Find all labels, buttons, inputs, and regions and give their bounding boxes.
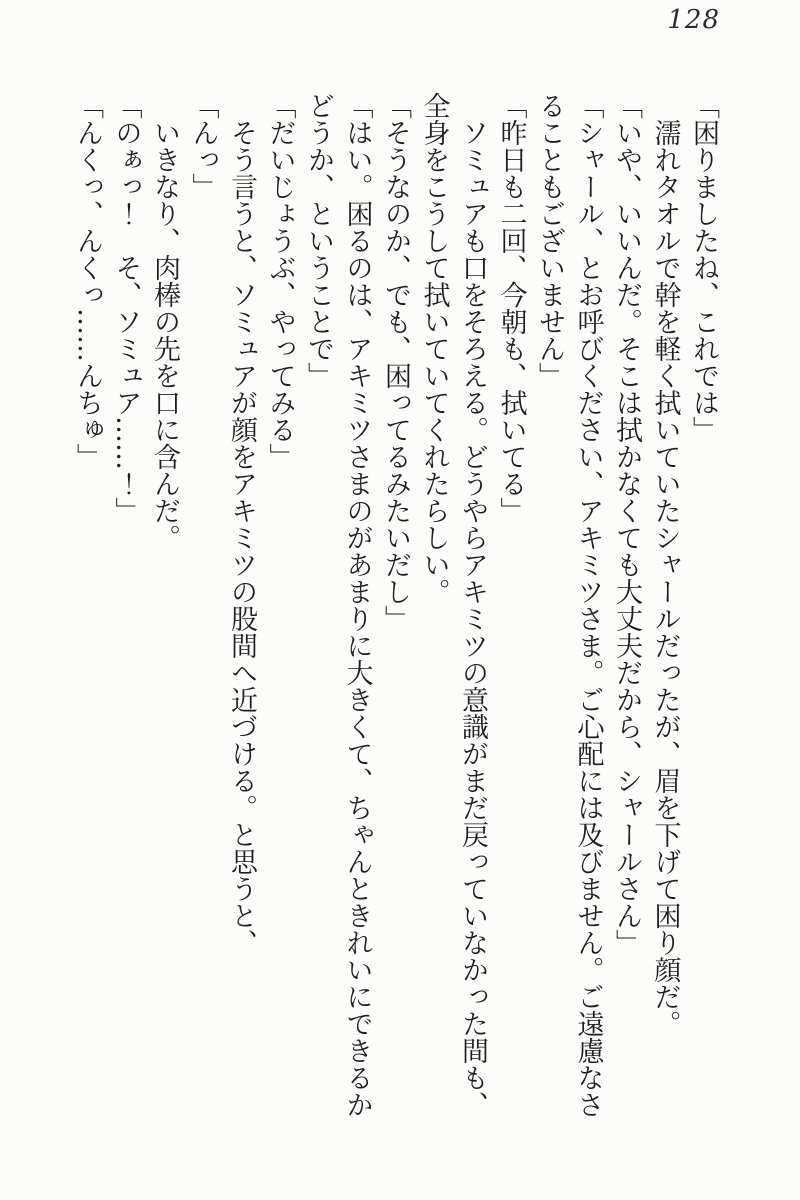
text-line: そう言うと、ソミュアが顔をアキミツの股間へ近づける。と思うと、	[226, 92, 257, 956]
text-line: 濡れタオルで幹を軽く拭いていたシャールだったが、眉を下げて困り顔だ。	[649, 92, 681, 1037]
text-line: ることもございません」	[534, 92, 565, 389]
page-text-block	[68, 92, 723, 1177]
text-line: 「昨日も二回、今朝も、拭いてる」	[495, 92, 527, 524]
text-line: 「シャール、とお呼びください、アキミツさま。ご心配には及びません。ご遠慮なさ	[572, 92, 604, 1118]
text-line: 「いや、いいんだ。そこは拭かなくても大丈夫だから、シャールさん」	[611, 92, 642, 956]
text-line: いきなり、肉棒の先を口に含んだ。	[149, 92, 180, 551]
text-line: 「んっ」	[187, 92, 219, 200]
text-line: ソミュアも口をそろえる。どうやらアキミツの意識がまだ戻っていなかった間も、	[457, 92, 488, 1118]
text-line: 「んくっ、んくっ……んちゅ」	[72, 92, 103, 470]
text-line: 「そうなのか、でも、困ってるみたいだし」	[380, 92, 411, 632]
text-line: 「だいじょうぶ、やってみる」	[264, 92, 296, 470]
text-line: 全身をこうして拭いていてくれたらしい。	[418, 92, 450, 605]
text-line: 「困りましたね、これでは」	[688, 92, 719, 443]
page-number: 128	[667, 5, 720, 35]
text-line: 「のぁっ！ そ、ソミュア……！」	[110, 92, 142, 524]
text-line: 「はい。困るのは、アキミツさまのがあまりに大きくて、ちゃんときれいにできるか	[341, 92, 373, 1118]
text-line: どうか、ということで」	[303, 92, 334, 389]
